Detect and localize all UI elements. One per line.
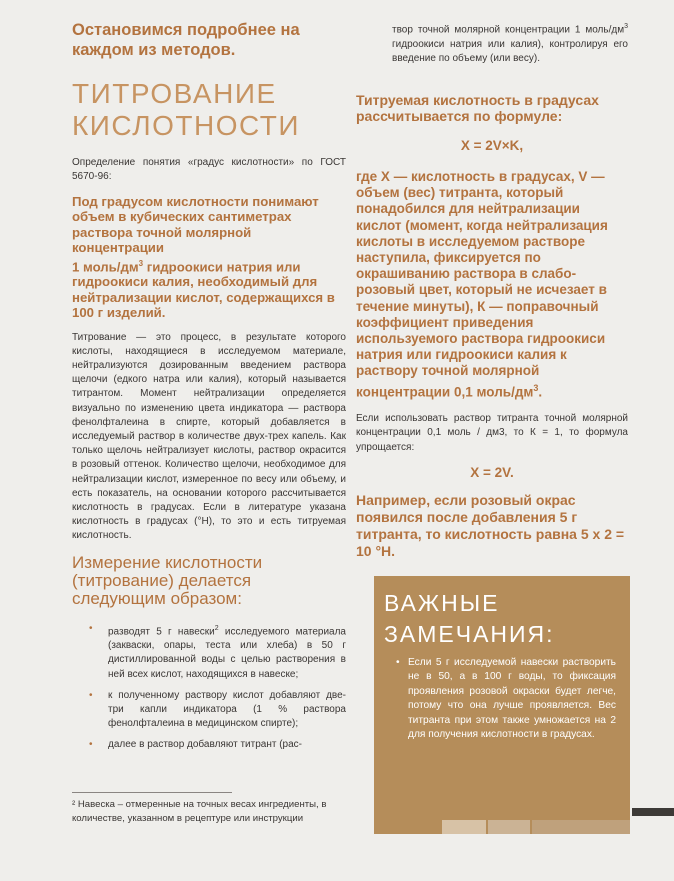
intro-heading: Остановимся подробнее на каждом из методов. (72, 21, 300, 59)
bullet-icon: • (396, 657, 400, 668)
left-column (72, 20, 346, 760)
list-item-text-3: далее в раствор добавляют титрант (рас- (108, 739, 302, 751)
list-item (72, 622, 346, 682)
list-item-text-2: к полученному раствору кислот добавляют две-три капли индикатора (1 % раствора фенолфталеина в медицинском спирте); (108, 689, 346, 730)
list-item-text-1a: разводят 5 г навески (108, 626, 215, 638)
formula-main: X = 2V×K, (460, 137, 524, 153)
bullet-icon: • (89, 689, 93, 701)
footnote-ref: 2 (214, 624, 219, 632)
continuation-a: твор точной молярной концентрации 1 моль/дм (392, 24, 625, 36)
footnote: ² Навеска – отмеренные на точных весах ингредиенты, в количестве, указанном в рецептуре или инструкции (72, 799, 327, 824)
formula-legend-text: где X — кислотность в градусах, V — объем (вес) титранта, который понадобился для нейтрализации кислот (момент, когда нейтрализация кислоты в исследуемом растворе наступила, фиксируется по окрашиванию раствора в слабо-розовый цвет, который не исчезает в течение минуты), К — поправочный коэффициент приведения используемого раствора гидроокиси натрия или гидроокиси калия к раствору точной молярной концентрации 0,1 моль/дм (356, 168, 608, 400)
notes-title (384, 588, 555, 650)
definition-unit: 1 моль/дм (72, 259, 139, 275)
formula-legend-sup: 3 (533, 382, 539, 393)
page-edge-bar (632, 808, 674, 816)
definition-superscript: 3 (138, 258, 144, 268)
continuation-b: гидроокиси натрия или калия), контролируя его введение по объему (или весу). (392, 38, 628, 64)
continuation-text (356, 20, 628, 66)
decor-strip-3 (532, 820, 630, 834)
definition-rest: гидроокиси натрия или гидроокиси калия, необходимый для нейтрализации кислот, содержащихся в 100 г изделий. (72, 259, 335, 321)
continuation-sup: 3 (624, 23, 628, 30)
procedure-list (72, 622, 346, 753)
simplification-note: Если использовать раствор титранта точной молярной концентрации 0,1 моль / дм3, то К = 1, то формула упрощается: (356, 413, 628, 453)
notes-title-line1: ВАЖНЫЕ (384, 590, 500, 616)
notes-text (398, 656, 616, 742)
section-title (72, 78, 346, 142)
formula-legend-end: . (538, 384, 543, 400)
formula-simplified: X = 2V. (470, 464, 514, 480)
gost-reference: Определение понятия «градус кислотности» по ГОСТ 5670-96: (72, 157, 346, 182)
list-item (72, 689, 346, 732)
section-title-line2: КИСЛОТНОСТИ (72, 110, 301, 141)
footnote-divider (72, 792, 232, 793)
example-text: Например, если розовый окрас появился после добавления 5 г титранта, то кислотность равна 5 х 2 = 10 °Н. (356, 491, 625, 559)
measurement-subheading: Измерение кислотности (титрование) делается следующим образом: (72, 552, 263, 608)
list-item-text-1b: исследуемого материала (закваски, опары, теста или хлеба) в 50 г дистиллированной воды с целью растворения в ней всех кислот, находящихся в навеске; (108, 626, 346, 680)
bullet-icon: • (89, 622, 93, 634)
bullet-icon: • (89, 739, 93, 751)
list-item (72, 738, 346, 752)
section-title-line1: ТИТРОВАНИЕ (72, 78, 277, 109)
decor-strip-2 (488, 820, 530, 834)
notes-body: Если 5 г исследуемой навески растворить не в 50, а в 100 г воды, то фиксация проявления розовой окраски будет легче, потому что она лучше проявляется. Вес титранта при этом также умножается на 2 для получения кислотности в градусах. (408, 657, 616, 741)
notes-title-line2: ЗАМЕЧАНИЯ: (384, 621, 555, 647)
definition-block (72, 194, 346, 321)
right-column (356, 20, 628, 560)
formula-heading: Титруемая кислотность в градусах рассчитывается по формуле: (356, 91, 599, 124)
definition-text: Под градусом кислотности понимают объем в кубических сантиметрах раствора точной молярной концентрации (72, 194, 319, 256)
formula-legend (356, 169, 628, 400)
decor-strip-1 (442, 820, 486, 834)
titration-paragraph: Титрование — это процесс, в результате которого кислоты, находящиеся в исследуемом материале, нейтрализуются дозированным введением раствора щелочи (едкого натра или калия), который называется титрантом. Момент нейтрализации определяется визуально по изменению цвета индикатора — раствора фенолфталеина в спирте, который добавляется в исследуемый раствор в количестве двух-трех капель. Как только щелочь нейтрализует кислоты, раствор окрасится в розовый оттенок. Количество щелочи, необходимое для нейтрализации кислот, измеренное по весу или объему, и есть показатель, на основании которого рассчитывается кислотность в градусах. Если в литературе указана кислотность в градусах (°Н), то это и есть титруемая кислотность. (72, 331, 346, 542)
